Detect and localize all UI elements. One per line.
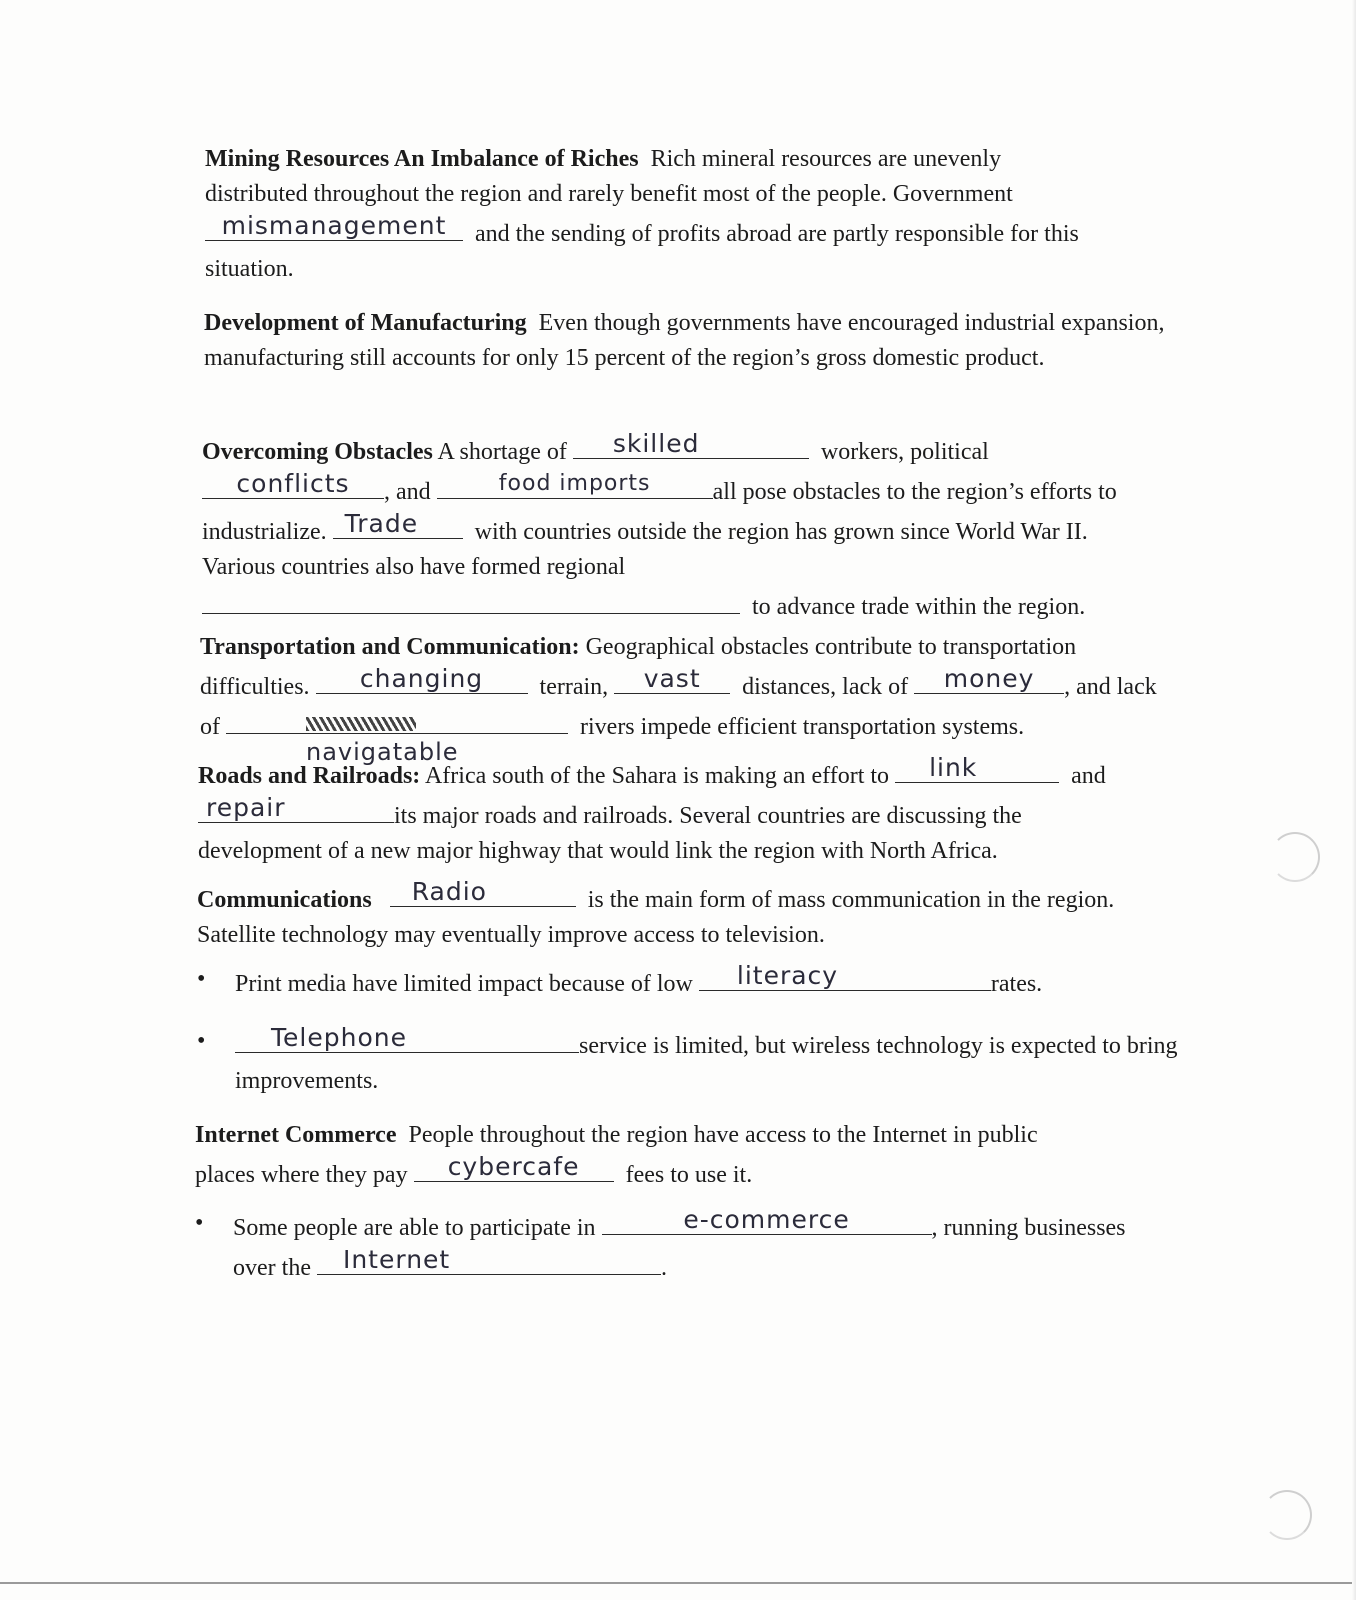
- section-obstacles: [202, 430, 1187, 625]
- page-right-edge: [1352, 0, 1356, 1600]
- crossed-out-scribble: [306, 717, 416, 731]
- mining-blank-1[interactable]: [205, 212, 463, 241]
- transport-line-2: [200, 665, 1200, 705]
- obstacles-text-8: to advance trade within the region.: [752, 594, 1086, 620]
- communications-line-1: [197, 878, 1197, 918]
- list-item: [195, 1206, 1195, 1286]
- transport-text-2: difficulties.: [200, 674, 310, 700]
- bullet-dot: •: [195, 1210, 204, 1236]
- communications-blank-1[interactable]: [390, 878, 576, 907]
- bullet-1-blank[interactable]: [699, 962, 991, 991]
- mining-text-1: Rich mineral resources are unevenly: [650, 146, 1002, 172]
- internet-line-1: [195, 1118, 1195, 1153]
- transport-text-7: rivers impede efficient transportation systems.: [580, 714, 1025, 740]
- internet-text-1: People throughout the region have access to the Internet in public: [408, 1122, 1038, 1148]
- obstacles-answer-2: conflicts: [236, 469, 350, 498]
- internet-bullet-mid: , running businesses: [931, 1215, 1126, 1241]
- roads-line-1: [198, 754, 1198, 794]
- roads-line-3: development of a new major highway that would link the region with North Africa.: [198, 838, 998, 864]
- obstacles-line-1: [202, 430, 1187, 470]
- transport-blank-3[interactable]: [914, 665, 1064, 694]
- transport-heading: Transportation and Communication:: [200, 634, 580, 660]
- obstacles-blank-3[interactable]: [437, 470, 713, 499]
- internet-bullets: [195, 1206, 1195, 1308]
- internet-bullet-blank-1[interactable]: [602, 1206, 932, 1235]
- section-internet: [195, 1118, 1195, 1193]
- obstacles-heading: Overcoming Obstacles: [202, 439, 433, 465]
- internet-bullet-answer-1: e-commerce: [683, 1205, 850, 1234]
- obstacles-text-1: A shortage of: [437, 439, 567, 465]
- manufacturing-text: Even though governments have encouraged industrial expansion, manufacturing still accounts for only 15 percent of the region’s gross domestic product.: [204, 310, 1165, 371]
- transport-text-4: distances, lack of: [742, 674, 909, 700]
- obstacles-answer-1: skilled: [612, 429, 700, 458]
- transport-blank-4[interactable]: [226, 705, 568, 766]
- punch-hole: [1270, 832, 1320, 882]
- mining-line-1: [205, 142, 1165, 177]
- transport-text-3: terrain,: [539, 674, 609, 700]
- obstacles-text-3: , and: [384, 479, 431, 505]
- bullet-1-answer: literacy: [736, 961, 839, 990]
- obstacles-answer-3: food imports: [498, 471, 651, 496]
- roads-text-1: Africa south of the Sahara is making an effort to: [424, 763, 890, 789]
- roads-text-3: its major roads and railroads. Several countries are discussing the: [394, 803, 1022, 829]
- bullet-dot: •: [197, 1028, 206, 1054]
- transport-answer-1: changing: [359, 664, 484, 693]
- page-bottom-edge: [0, 1582, 1356, 1584]
- mining-line-3: [205, 212, 1165, 252]
- section-transportation: [200, 630, 1200, 766]
- obstacles-line-3: [202, 510, 1187, 550]
- transport-answer-3: money: [943, 664, 1035, 693]
- bullet-1-post: rates.: [990, 971, 1043, 997]
- obstacles-blank-1[interactable]: [573, 430, 809, 459]
- punch-hole: [1262, 1490, 1312, 1540]
- internet-text-2: places where they pay: [195, 1162, 408, 1188]
- obstacles-blank-4[interactable]: [333, 510, 463, 539]
- communications-bullets: [197, 962, 1197, 1121]
- section-roads: [198, 754, 1198, 869]
- list-item: [197, 1024, 1197, 1099]
- transport-text-5: , and lack: [1064, 674, 1157, 700]
- roads-text-2: and: [1071, 763, 1106, 789]
- internet-bullet-text: Some people are able to participate in: [233, 1215, 596, 1241]
- transport-answer-2: vast: [643, 664, 701, 693]
- internet-bullet-end: .: [660, 1255, 667, 1281]
- internet-heading: Internet Commerce: [195, 1122, 397, 1148]
- internet-line-2: [195, 1153, 1195, 1193]
- roads-line-2: [198, 794, 1198, 834]
- obstacles-text-2: workers, political: [820, 439, 989, 465]
- section-communications: [197, 878, 1197, 953]
- roads-answer-2: repair: [206, 793, 286, 822]
- transport-text-1: Geographical obstacles contribute to transportation: [585, 634, 1077, 660]
- obstacles-blank-5[interactable]: [202, 585, 740, 614]
- internet-bullet-line-2: over the: [233, 1255, 311, 1281]
- obstacles-line-2: [202, 470, 1187, 510]
- obstacles-line-4: Various countries also have formed regional: [202, 554, 626, 580]
- transport-blank-1[interactable]: [316, 665, 528, 694]
- bullet-1-text: Print media have limited impact because of low: [235, 971, 693, 997]
- bullet-2-answer: Telephone: [271, 1023, 407, 1052]
- bullet-2-post: service is limited, but wireless technology is expected to bring improvements.: [235, 1033, 1178, 1094]
- section-mining: [205, 142, 1165, 287]
- obstacles-text-6: with countries outside the region has grown since World War II.: [474, 519, 1088, 545]
- roads-heading: Roads and Railroads:: [198, 763, 421, 789]
- internet-answer-1: cybercafe: [447, 1152, 580, 1181]
- internet-bullet-blank-2[interactable]: [317, 1246, 661, 1275]
- obstacles-blank-2[interactable]: [202, 470, 384, 499]
- list-item: [197, 962, 1197, 1002]
- transport-line-1: [200, 630, 1200, 665]
- obstacles-text-5: industrialize.: [202, 519, 327, 545]
- transport-answer-4: navigatable: [306, 738, 459, 766]
- internet-text-3: fees to use it.: [625, 1162, 753, 1188]
- mining-text-3: and the sending of profits abroad are partly responsible for this: [475, 221, 1079, 247]
- mining-answer-1: mismanagement: [221, 211, 447, 240]
- mining-heading: Mining Resources An Imbalance of Riches: [205, 146, 639, 172]
- communications-line-2: Satellite technology may eventually improve access to television.: [197, 922, 825, 948]
- obstacles-text-4: all pose obstacles to the region’s efforts to: [712, 479, 1117, 505]
- bullet-2-blank[interactable]: [235, 1024, 579, 1053]
- internet-blank-1[interactable]: [414, 1153, 614, 1182]
- obstacles-answer-4: Trade: [344, 509, 419, 538]
- roads-blank-1[interactable]: [895, 754, 1059, 783]
- section-manufacturing: [204, 306, 1179, 376]
- communications-heading: Communications: [197, 887, 372, 913]
- transport-blank-2[interactable]: [614, 665, 730, 694]
- obstacles-line-5: [202, 585, 1187, 625]
- transport-line-3: [200, 705, 1200, 766]
- bullet-dot: •: [197, 966, 206, 992]
- transport-text-6: of: [200, 714, 220, 740]
- mining-line-2: distributed throughout the region and rarely benefit most of the people. Government: [205, 181, 1013, 207]
- communications-text-1: is the main form of mass communication in the region.: [587, 887, 1115, 913]
- roads-answer-1: link: [929, 753, 978, 782]
- manufacturing-heading: Development of Manufacturing: [204, 310, 527, 336]
- internet-bullet-answer-2: Internet: [342, 1245, 451, 1274]
- roads-blank-2[interactable]: [198, 794, 394, 823]
- mining-line-4: situation.: [205, 256, 294, 282]
- communications-answer-1: Radio: [411, 877, 487, 906]
